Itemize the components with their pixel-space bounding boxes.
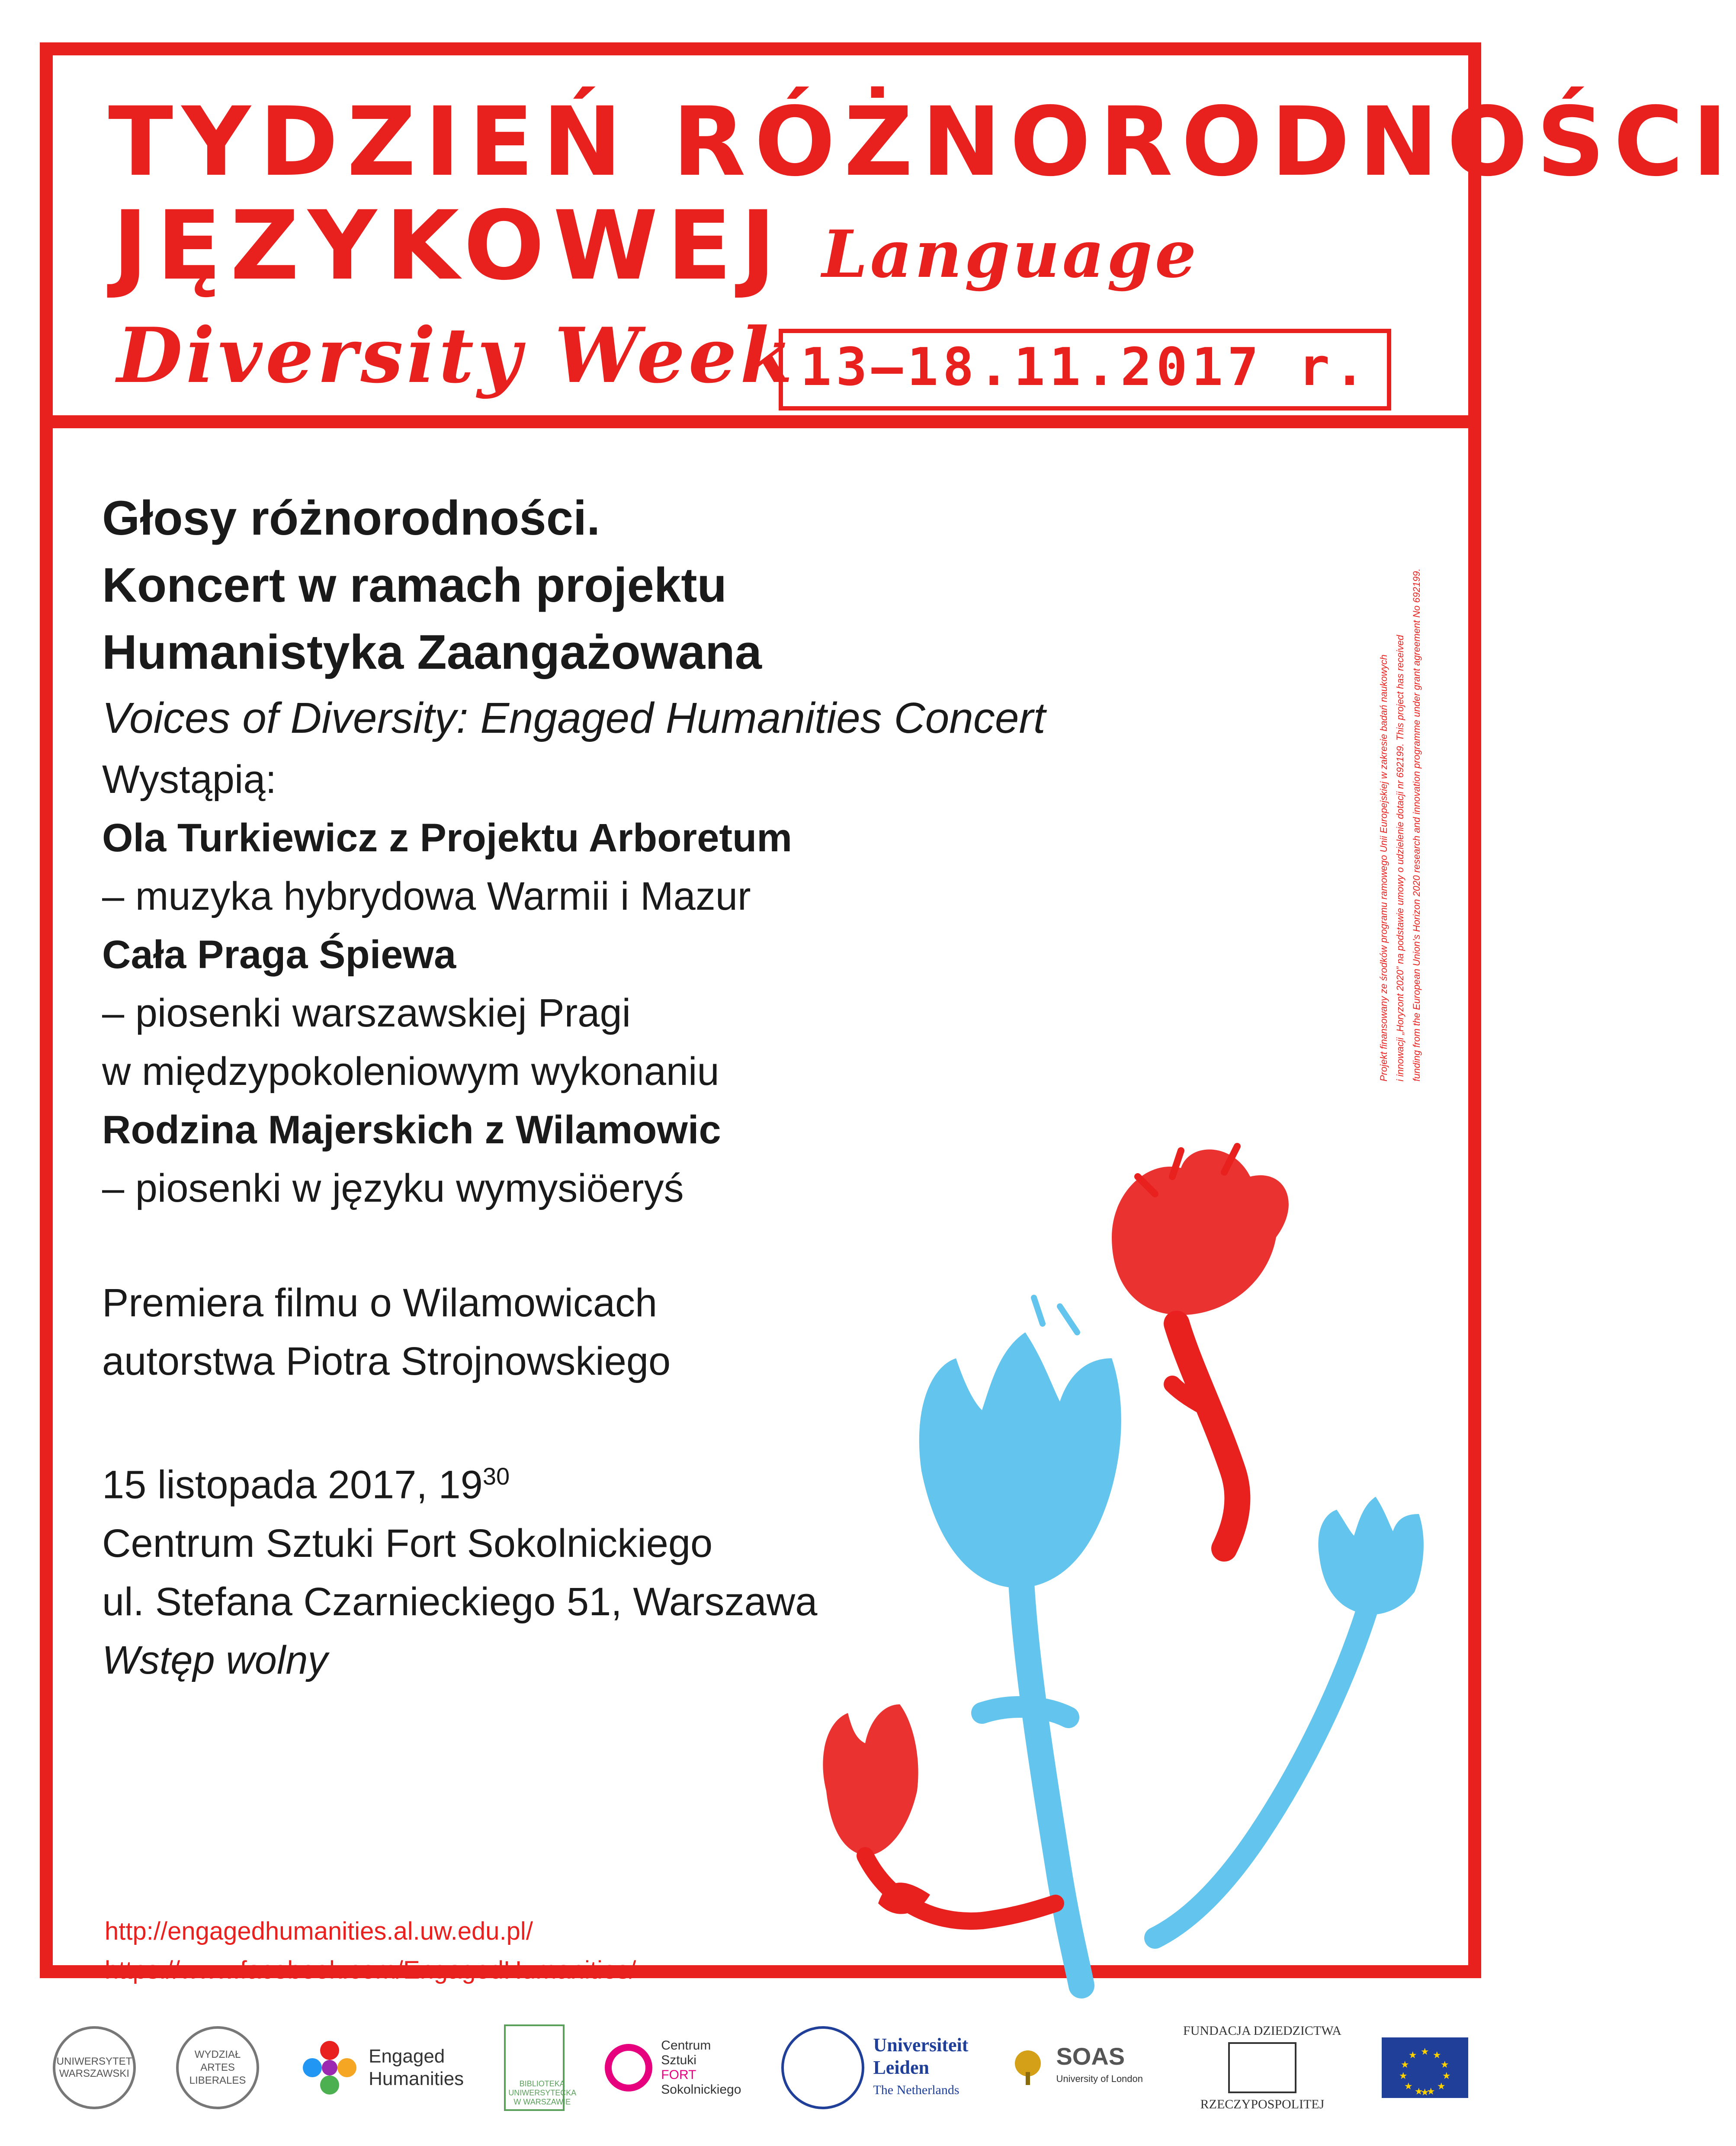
concert-title-line-3: Humanistyka Zaangażowana (102, 625, 762, 679)
logo-engaged-humanities (299, 2037, 464, 2098)
artes-liberales-seal-icon (176, 2026, 259, 2109)
eu-flag-icon: ★ ★ ★ ★ ★ ★ ★ ★ ★ ★ ★ ★ (1382, 2037, 1468, 2098)
buw-text: BIBLIOTEKA UNIWERSYTECKA W WARSZAWIE (508, 2079, 577, 2106)
links-block (105, 1912, 636, 1990)
title-language: Language (822, 216, 1199, 292)
logo-leiden (781, 2026, 968, 2109)
leiden-line-3: The Netherlands (873, 2083, 959, 2097)
facebook-link[interactable]: https://www.facebook.com/EngagedHumanities/ (105, 1956, 636, 1984)
soas-line-1: SOAS (1056, 2043, 1125, 2070)
buw-icon (504, 2024, 577, 2111)
funding-note-line-3: funding from the European Union’s Horizon 2020 research and innovation programme under grant agreement No 692199. (1411, 568, 1422, 1081)
logo-artes-liberales (176, 2026, 259, 2109)
engaged-line-1: Engaged (369, 2046, 445, 2067)
performer-2-name: Cała Praga Śpiewa (102, 933, 456, 977)
fort-line-4: Sokolnickiego (661, 2082, 741, 2097)
leiden-line-2: Leiden (873, 2057, 930, 2078)
title-diversity-week: Diversity Week (117, 311, 796, 400)
venue-address: ul. Stefana Czarnieckiego 51, Warszawa (102, 1579, 818, 1624)
fundacja-line-1: FUNDACJA DZIEDZICTWA (1183, 2024, 1341, 2038)
event-time-minutes: 30 (482, 1463, 510, 1490)
frame-divider (40, 415, 1481, 428)
fort-line-1: Centrum (661, 2038, 711, 2053)
logo-fundacja (1183, 2022, 1341, 2113)
fundacja-emblem-icon (1228, 2042, 1296, 2093)
leiden-seal-icon (781, 2026, 864, 2109)
fundacja-line-2: RZECZYPOSPOLITEJ (1200, 2097, 1325, 2111)
venue-name: Centrum Sztuki Fort Sokolnickiego (102, 1521, 713, 1565)
artes-line-1: WYDZIAŁ (194, 2049, 241, 2060)
soas-line-2: University of London (1056, 2073, 1143, 2084)
uw-seal-icon (53, 2026, 136, 2109)
blue-tulip-sparks (1034, 1298, 1077, 1332)
artes-line-2: ARTES LIBERALES (189, 2062, 246, 2086)
blue-stem-right (1155, 1596, 1371, 1938)
event-date-text: 15 listopada 2017, 19 (102, 1463, 483, 1507)
website-link[interactable]: http://engagedhumanities.al.uw.edu.pl/ (105, 1917, 533, 1945)
fort-line-2: Sztuki (661, 2053, 696, 2067)
admission-note: Wstęp wolny (102, 1638, 328, 1682)
flower-illustration (800, 1142, 1449, 1998)
blue-tulip-right (1318, 1497, 1424, 1615)
performer-1-desc: – muzyka hybrydowa Warmii i Mazur (102, 874, 751, 918)
logo-uw (53, 2026, 136, 2109)
funding-note-line-1: Projekt finansowany ze środków programu ramowego Unii Europejskiej w zakresie badań naukowych (1378, 654, 1389, 1081)
logo-fort-sokolnickiego (605, 2038, 741, 2097)
concert-title-line-1: Głosy różnorodności. (102, 491, 600, 545)
title-line-1: TYDZIEŃ RÓŻNORODNOŚCI (108, 87, 1736, 197)
blue-stem-branch (982, 1707, 1069, 1717)
blue-tulip-main (919, 1332, 1121, 1588)
concert-title-line-2: Koncert w ramach projektu (102, 558, 727, 612)
soas-tree-icon (1008, 2048, 1047, 2087)
title-line-2: JĘZYKOWEJ (112, 190, 785, 301)
performer-2-desc-1: – piosenki warszawskiej Pragi (102, 991, 631, 1035)
funding-note-line-2: i innowacji „Horyzont 2020” na podstawie umowy o udzielenie dotacji nr 692199. This project has received (1395, 635, 1405, 1081)
performer-3-name: Rodzina Majerskich z Wilamowic (102, 1108, 721, 1152)
engaged-humanities-icon (299, 2037, 360, 2098)
performer-2-desc-2: w międzypokoleniowym wykonaniu (102, 1049, 719, 1094)
fort-line-3: FORT (661, 2068, 696, 2082)
fort-sokolnickiego-icon (605, 2044, 652, 2091)
film-premiere-line-2: autorstwa Piotra Strojnowskiego (102, 1339, 671, 1383)
partner-logos (40, 2011, 1481, 2124)
red-tulip-small (823, 1704, 918, 1856)
funding-note (1376, 476, 1425, 1081)
logo-buw (504, 2024, 577, 2111)
red-stem-top (1177, 1324, 1237, 1549)
blue-stem-main (1021, 1575, 1081, 1986)
uw-seal-text: UNIWERSYTET WARSZAWSKI (56, 2056, 132, 2079)
film-premiere-line-1: Premiera filmu o Wilamowicach (102, 1281, 658, 1325)
leiden-line-1: Universiteit (873, 2034, 969, 2056)
concert-subtitle-en: Voices of Diversity: Engaged Humanities Concert (102, 694, 1046, 742)
performers-label: Wystąpią: (102, 757, 277, 802)
performer-3-desc: – piosenki w języku wymysiöeryś (102, 1166, 684, 1210)
performer-1-name: Ola Turkiewicz z Projektu Arboretum (102, 816, 792, 860)
logo-eu (1382, 2037, 1468, 2098)
logo-soas (1008, 2045, 1143, 2090)
engaged-line-2: Humanities (369, 2068, 464, 2089)
event-date-badge: 13–18.11.2017 r. (779, 329, 1391, 411)
